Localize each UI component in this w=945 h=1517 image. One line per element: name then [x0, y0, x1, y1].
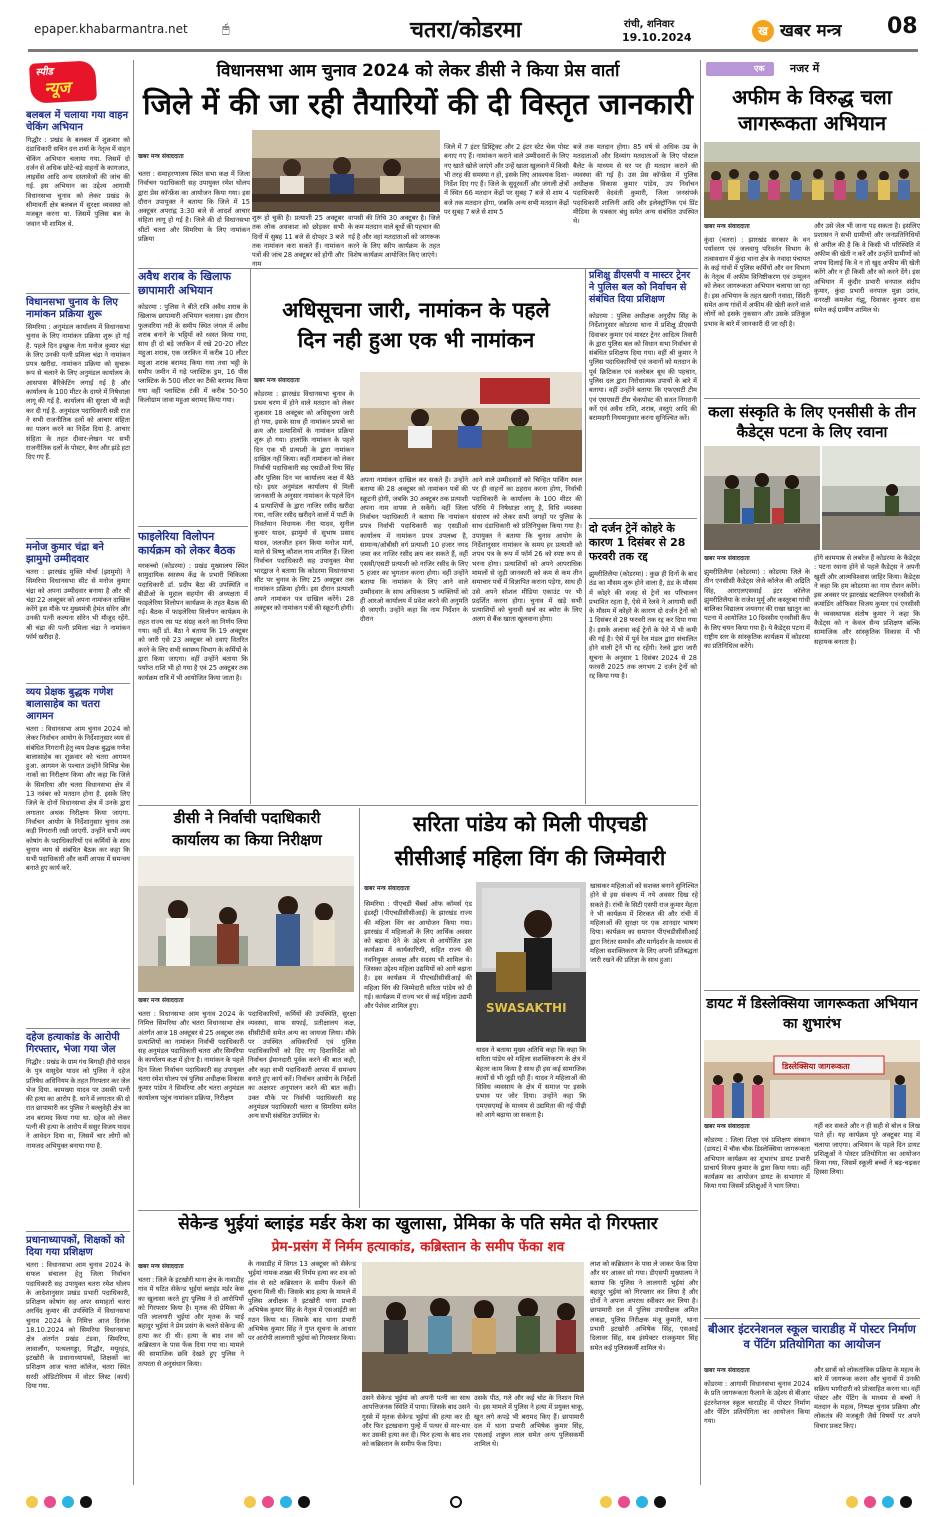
murder-col1: चतरा : जिले के इटखोरी थाना क्षेत्र के नावाडीह गांव में घटित सेकेन्ड भुईयां ब्लाइंड मर्डर केस का खुलासा करते हुए पुलिस ने दो आरोपियों को गिरफ्तार किया है। मृतक की प्रेमिका के पति लालगारी भुईयां और मृतक के भाई बहादुर भुईयां ने प्रेम प्रसंग के चलते सेकेन्ड की हत्या कर दी थी। हत्या के बाद शव को कब्रिस्तान के पास फेंक दिया गया था। मामले की सामाजिक छवि देखते हुए पुलिस ने तत्परता से अनुसंधान किया। — [138, 1276, 244, 1368]
page-footer — [0, 1488, 945, 1517]
dyslexia-byline: खबर मन्त्र संवाददाता — [704, 1123, 750, 1130]
bija-headline: बीआर इंटरनेशनल स्कूल चाराडीह में पोस्टर निर्माण व पेंटिंग प्रतियोगिता का आयोजन — [708, 1322, 916, 1351]
divider — [138, 1210, 698, 1211]
page-header — [0, 0, 945, 60]
phd-col1: सिमरिया : पीएचडी चैंबर्स ऑफ कॉमर्स एंड इंडस्ट्री (पीएचडीसीसीआई) के झारखंड राज्य की महिला विंग का आयोजन किया गया। झारखंड में महिलाओं के लिए आर्थिक अवसर को बढ़ावा देने के उद्देश्य से आयोजित इस कार्यक्रम में कार्यकारिणी, सहित राज्य की नवनियुक्त अध्यक्ष और सदस्य भी शामिल थे। जिसका उद्देश्य महिला उद्यमियों को आगे बढ़ाना है। इस कार्यक्रम में पीएचडीसीसीआई की महिला विंग की जिम्मेदारी सरिता पांडेय को दी गई। कार्यक्रम में राज्य भर से कई महिला उद्यमी और पेशेवर शामिल हुए। — [364, 900, 472, 1011]
notification-col1: कोडरमा : झारखंड विधानसभा चुनाव के प्रथम चरण में होने वाले मतदान को लेकर शुक्रवार 18 अक्टूबर को अधिसूचना जारी हो गया, इसके साथ ही नामांकन प्रपत्रों का क्रय और प्रत्याशियों के नामांकन प्रक्रिया शुरू हो गया। हालांकि नामांकन के पहले दिन एक भी प्रत्याशी के द्वारा नामांकन दाखिल नहीं किया। कहीं नामांकन को लेकर निर्वाची पदाधिकारी सह एसडीओ रिया सिंह और पुलिस दिन भर कार्यालय कक्ष में बैठे रहे। इधर अनुमंडल कार्यालय से मिली जानकारी के अनुसार नामांकन के पहले दिन 4 प्रत्याशियों के द्वारा नाजिर रसीद खरीदा गया, नाजिर रसीद खरीदने वालों में पार्टी के निवर्तमान विधायक नीरा यादव, सुनील कुमार यादव, झामुमो से सुभाष प्रसाद यादव, जलजीत हवन किया मनोज मार्ग, माले से विष्णु कौशल नाम शामिल हैं। जिला निर्वाचन पदाधिकारी सह उपायुक्त मेघा भारद्वाज ने बताया कि कोडरमा विधानसभा सीट पर चुनाव के लिए 25 अक्टूबर तक नामांकन प्रक्रिया होगी। इस दौरान प्रत्याशी अपने नामांकन पत्र दाखिल करेंगे। 28 अक्टूबर को नामांकन पत्रों की स्क्रूटनी होगी। — [254, 390, 354, 612]
speed-news-column — [26, 110, 130, 1485]
lead-kicker: विधानसभा आम चुनाव 2024 को लेकर डीसी ने किया प्रेस वार्ता — [216, 61, 620, 81]
page-number: 08 — [887, 14, 918, 39]
speed-item-body: गिद्धौर : प्रखंड के ग्राम गंध बिगाही हीरो यादव के पुत्र वासुदेव यादव को पुलिस ने दहेज प्रतिषेध अधिनियम के तहत गिरफ्तार कर जेल भेज दिया. कामख्या यादव पर उसकी पत्नी की हत्या का आरोप है. थाने में लगातार की दो रात छापामारी कर पुलिस ने बल्लुवेही क्षेत्र का शव बरामद किया गया था. दहेज को लेकर पत्नी की हत्या के आरोप में ससुर विजय यादव ने आवेदन दिया था, जिसमें चार लोगों को नामजद अभियुक्त बनाया गया है. — [26, 1058, 130, 1150]
murder-press-photo — [362, 1262, 584, 1392]
registration-dot — [280, 1496, 292, 1508]
registration-dot — [654, 1496, 666, 1508]
speed-item-title: मनोज कुमार चंद्रा बने झामुमो उम्मीदवार — [26, 542, 104, 565]
tag-ek: एक — [754, 64, 765, 73]
opium-headline: अफीम के विरुद्ध चला जागरूकता अभियान — [732, 85, 892, 135]
dc-col1: चतरा : विधानसभा आम चुनाव 2024 के निमित्त सिमरिया और चतरा विधानसभा क्षेत्र अंतर्गत आज 18 अक्टूबर से 25 अक्टूबर तक प्रत्याशियों का नामांकन निर्वाची पदाधिकारी सह अनुमंडल पदाधिकारी चतरा और सिमरिया के कार्यालय कक्ष में होना है। नामांकन के पहले दिन जिला निर्वाचन पदाधिकारी सह उपायुक्त चतरा रमेश घोलप एवं पुलिस अधीक्षक विकास कुमार पांडेय ने सिमरिया और चतरा अनुमंडल कार्यालय पहुंच नामांकन प्रक्रिया, निरीक्षण — [138, 1010, 244, 1102]
divider — [704, 398, 920, 399]
liquor-body: कोडरमा : पुलिस ने बीते रात्रि अवैध शराब के खिलाफ छापामारी अभियान चलाया। इस दौरान फुलवरिया नदी के समीप स्थित जंगल में अवैध शराब बनाने के भट्ठियों को ध्वस्त किया गया, साथ ही दो बड़े जरकिन में रखे 20-20 लीटर महुआ शराब, एक जरकिन में करीब 10 लीटर महुआ शराब बरामद किया गया तथा भट्ठी के समीप जमीन में गढ़े प्लास्टिक ड्रम, 16 पीस प्लास्टिक के 500 लीटर का टैंकी बरामद किया गया वहीं प्लास्टिक टंकी में करीब 50-50 किलोग्राम जावा महुआ बरामद किया गया। — [138, 303, 248, 404]
registration-dot — [618, 1496, 630, 1508]
registration-dot — [244, 1496, 256, 1508]
ek-nazar-tag — [706, 62, 774, 76]
column-divider — [250, 268, 251, 804]
ncc-cadets-photo — [704, 446, 820, 550]
edition-city: रांची, शनिवार — [624, 19, 675, 30]
speed-item — [26, 687, 130, 1025]
speed-item-body: चतरा : विधानसभा आम चुनाव 2024 के सफल संचालन हेतु जिला निर्वाचन पदाधिकारी सह उपायुक्त चतरा रमेश घोलप के आदेशानुसार प्रखंड प्रभारी पदाधिकारी, प्रशिक्षण कोषांग सह अपर समाहर्ता चतरा अरविंद कुमार की उपस्थिति में विधानसभा चुनाव 2024 के निमित्त आज दिनांक 18.10.2024 को सिमरिया विधानसभा क्षेत्र अंतर्गत प्रखंड टंडवा, सिमरिया, लावालौंग, पत्थलगड्डा, गिद्धौर, मयूरहंड, इटखोरी के प्रधानाध्यापकों, शिक्षकों का प्रशिक्षण आज चतरा कॉलेज, चतरा स्थित सरदी ऑडिटोरियम में वोटर लिस्ट (कार्य) दिया गया. — [26, 1261, 130, 1390]
registration-dot — [44, 1496, 56, 1508]
divider — [26, 1231, 130, 1232]
ncc-col1: झुमरीतिलैया (कोडरमा) : कोडरमा जिले के तीन एनसीसी कैडेट्स जेजे कॉलेज की अद्रिति सिंह, आरएलएसवाई इंटर कॉलेज झुमरीतिलैया के राजेश मुर्मू और कस्तूरबा गांधी बालिका विद्यालय जयनगर की राखा खातून का पटना में आयोजित 10 दिवसीय एनसीसी कैंप के लिए चयन किया गया है। ये कैडेट्स पटना में राष्ट्रीय स्तर के सांस्कृतिक कार्यक्रम में कोडरमा का प्रतिनिधित्व करेंगे। — [704, 568, 810, 651]
column-divider — [700, 60, 701, 1485]
speed-item-title: विधानसभा चुनाव के लिए नामांकन प्रक्रिया शुरू — [26, 297, 118, 320]
edition-date: 19.10.2024 — [622, 31, 692, 44]
divider — [138, 268, 698, 269]
divider — [26, 683, 130, 684]
registration-dot — [600, 1496, 612, 1508]
ncc-col2: होंगे कामयाब से लबरेज हैं कोडरमा के कैडेट्स : पटना रवाना होने से पहले कैडेट्स ने अपनी खुशी और आत्मविश्वास जाहिर किया। कैडेट्स ने कहा कि हम कोडरमा का नाम रोशन करेंगे। इस अवसर पर झारखंड बटालियन एनसीसी के कमांडिंग ऑफिसर विजय कुमार एवं एनसीसी के व्यवस्थापक संतोष कुमार ने कहा कि कैडेट्स को न केवल सैन्य प्रशिक्षण बल्कि सामाजिक और सांस्कृतिक विकास में भी सहायक बनाता है। — [814, 554, 920, 646]
speed-item-title: दहेज हत्याकांड के आरोपी गिरफ्तार, भेजा गया जेल — [26, 1032, 120, 1055]
speed-news-logo-line2: न्यूज — [43, 77, 71, 98]
column-divider — [359, 808, 360, 1208]
lead-col3: वापसी की तिथि 30 अक्टूबर है। जिले के कम मतदान वाले बूथों की पहचान की गई है और वहां मतदाताओं को जागरूक करने के लिए स्वीप कार्यक्रम के तहत विशेष कार्यक्रम आयोजित किए जाएंगे। — [348, 214, 440, 260]
press-conference-photo — [252, 130, 440, 212]
notification-byline: खबर मन्त्र संवाददाता — [254, 377, 300, 384]
registration-dot — [26, 1496, 38, 1508]
brand-logo-icon: ख — [752, 20, 774, 42]
site-url[interactable]: epaper.khabarmantra.net — [34, 22, 188, 36]
dc-byline: खबर मन्त्र संवाददाता — [138, 997, 184, 1004]
dc-col2: पदाधिकारियों, कर्मियों की उपस्थिति, सुरक्षा व्यवस्था, साफ सफाई, प्रतीक्षालय कक्ष, सीसीटीवी समेत अन्य का जायजा लिया। मौके पर उपस्थित अधिकारियों एवं पुलिस पदाधिकारियों को दिए गए दिशानिर्देश को निर्वाचन ईमानदारी पूर्वक करने की बात कही, और कहा सभी पदाधिकारी आपस में समन्वय बनाते हुए कार्य करें। निर्वाचन आयोग के निर्देशों का अक्षरशः अनुपालन करने की बात कही। उक्त मौके पर निर्वाची पदाधिकारी सह अनुमंडल पदाधिकारी चतरा व सिमरिया समेत अन्य सभी संबंधित उपस्थित थे। — [248, 1010, 356, 1121]
registration-dot — [298, 1496, 310, 1508]
lead-byline: खबर मन्त्र संवाददाता — [138, 153, 184, 160]
divider — [26, 538, 130, 539]
swasakthi-banner-text: SWASAKTHI — [486, 1001, 567, 1015]
notification-headline-line1: अधिसूचना जारी, नामांकन के पहले — [282, 298, 550, 322]
speed-news-logo-line1: स्पीड — [35, 66, 54, 79]
column-divider — [133, 60, 134, 1485]
divider — [26, 293, 130, 294]
phd-col3: खासकर महिलाओं को सशक्त बनाने सुनिश्चित होने से इस संकल्प में नये अवसर दिख रहे सकते हैं। रांची के सिटी एसपी राज कुमार मेहता ने भी कार्यक्रम में शिरकत की और रांची में महिलाओं की सुरक्षा पर एक शानदार भाषण दिया। कार्यक्रम का समापन पीएचडीसीसीआई द्वारा निरंतर समर्थन और मार्गदर्शन के माध्यम से महिला सशक्तिकरण के लिए अपनी प्रतिबद्धता जारी रखने की प्रतिज्ञा के साथ हुआ। — [590, 882, 698, 965]
dyslexia-col1: कोडरमा : जिला शिक्षा एवं प्रशिक्षण संस्थान (डायट) में चौक चौक डिस्लेक्सिया जागरूकता अभियान कार्यक्रम का शुभारंभ डायट प्रभारी प्राचार्य विजय कुमार के द्वारा किया गया। वहीं कार्यक्रम का आयोजन डायट के सभागार में किया गया जिसमें प्रशिक्षुओं ने भाग लिया। — [704, 1136, 810, 1191]
dyslexia-headline: डायट में डिस्लेक्सिया जागरूकता अभियान का शुभारंभ — [706, 996, 918, 1032]
murder-col4: उसके पीठ, गले और कई चोट के निशान मिले थे। इस मामले में पुलिस ने हत्या में प्रयुक्त चाकू, खून लगे कपड़े भी बरामद किए हैं। छापामारी दल में थाना प्रभारी अभिषेक कुमार सिंह, एसआई शत्रुघ्न लाल समेत अन्य पुलिसकर्मी शामिल थे। — [474, 1394, 584, 1449]
registration-dot — [636, 1496, 648, 1508]
phd-headline-line2: सीसीआई महिला विंग की जिम्मेवारी — [394, 846, 666, 870]
registration-dot — [900, 1496, 912, 1508]
murder-col3: उसने सेकेन्ड भुईयां को अपनी पत्नी का साथ आपत्तिजनक स्थिति में पाया। जिसके बाद उसने गुस्से में मृतक सेकेन्ड भुईयां की हत्या कर दी और फिर इटखवाना पुल्हे में पत्थर से मार-मार कर उसकी हत्या कर दी। फिर हत्या के बाद शव को कब्रिस्तान के समीप फेंक दिया। — [362, 1394, 471, 1449]
filariasis-body: मरकच्चो (कोडरमा) : प्रखंड मुख्यालय स्थित सामुदायिक स्वास्थ्य केंद्र के प्रभारी चिकित्सा पदाधिकारी डॉ. प्रदीप बैठा की उपस्थिति व बीडीओ के मुहाल सहयोग की अध्यक्षता में फाइलेरिया विलोपन कार्यक्रम के तहत बैठक की गई। बैठक में फाइलेरिया विलोपन कार्यक्रम के तहत राज्य रस पट संग्रह करने का निर्णय लिया गया। वहीं डॉ. बैठा ने बताया कि 19 अक्टूबर को जारी एसे 23 अक्टूबर को दवाएं वितरित करने के लिए सभी स्वास्थ्य विभाग के कर्मियों के द्वारा किया जाएगा। वहीं उन्होंने बताया कि पर्याप्त राशि भी हो गया है एवं 25 अक्टूबर तक कार्यक्रम रात्रि में भी आयोजित किया जाता है। — [138, 562, 248, 682]
divider — [704, 1318, 920, 1319]
murder-col2: के नावाडीह में विगत 13 अक्टूबर को सेकेन्ड भुईयां नामक शख्स की निर्मम हत्या कर शव को गांव से सटे कब्रिस्तान के समीप फेंकने की सूचना मिली थी। जिसके बाद हत्या के मामले में पुलिस अधीक्षक ने इटखोरी थाना प्रभारी अभिषेक कुमार सिंह के नेतृत्व में एसआईटी का गठन किया था। जिसके बाद थाना प्रभारी अभिषेक कुमार सिंह ने गुप्त सूचना के आधार पर आरोपी लालगारी भुईयां को गिरफ्तार किया। — [248, 1260, 356, 1343]
speed-item — [26, 1235, 130, 1495]
notification-col2: अपना नामांकन दाखिल कर सकते हैं। उन्होंने बताया की 28 अक्टूबर को नामांकन पत्रों की स्क्रूटनी होगी, जबकि 30 अक्टूबर तक प्रत्याशी अपना नाम वापस ले सकेंगे। वहीं जिला निर्वाचन पदाधिकारी ने बताया कि नामांकन प्रपत्र निर्वाची पदाधिकारी सह एसडीओ कार्यालय में नामांकन प्रपत्र उपलब्ध है, सामान्य/ओबीसी वर्ग प्रत्याशी 10 हजार नगद जमा कर नाजिर रसीद क्रय कर सकते हैं, वहीं एससी/एसटी प्रत्याशी को नाजिर रसीद के लिए 5 हजार का भुगतान करना होगा। वहीं उन्होंने बताया कि नामांकन के लिए आने वाले उम्मीदवार के साथ अधिकतम 5 व्यक्तियों को ही आरओ कार्यालय में प्रवेश करने की अनुमति दी जाएगी। उन्होंने कहा कि नाम निर्देशन के दौरान — [360, 476, 468, 624]
speed-item-title: बलबल में चलाया गया वाहन चेकिंग अभियान — [26, 110, 129, 133]
registration-dot — [262, 1496, 274, 1508]
liquor-headline: अवैध शराब के खिलाफ छापामारी अभियान — [138, 270, 231, 297]
trainer-body: कोडरमा : पुलिस अधीक्षक अनुदीप सिंह के निर्देशानुसार कोडरमा थाना में प्रशिक्षु डीएसपी दिवाकर कुमार एवं मास्टर ट्रेनर आदित्य तिवारी के द्वारा पुलिस बल को विधान सभा निर्वाचन से संबंधित प्रशिक्षण दिया गया। वहीं श्री कुमार ने पुलिस पदाधिकारियों एवं जवानों को मतदान के पूर्व क्रिटिकल एवं वलरेबल बूथ की पहचान, पुलिस दल द्वारा निरोधात्मक उपायों के बारे में बताया। वहीं उन्होंने बताया कि एफएसटी टीम एवं एसएसटी टीम चेकपोस्ट की सतत निगरानी करें एवं अवैध राशि, शराब, वस्तुएं आदि की बरामदगी नियमानुसार करना सुनिश्चित करें। — [589, 312, 697, 423]
tag-nazar: नजर में — [790, 62, 820, 75]
railway-platform-photo — [822, 446, 920, 550]
nomination-office-photo — [360, 372, 582, 472]
opium-col2: और उसे जेल भी जाना पड़ सकता है। इसलिए प्रशासन ने सभी ग्रामीणों और जनप्रतिनिधियों से अपील की है कि वे किसी भी परिस्थिति में अफीम की खेती न करें और उन्होंने ग्रामीणों को शपथ दिलाई कि वे न तो खुद अफीम की खेती करेंगे और न ही किसी और को करने देंगे। इस अभियान में कुंदीर प्रभारी वनपाल संदीप कुमार, कुंदा प्रभारी वनपाल मुन्ना उरांव, वनरक्षी कमलेश गंझू, दिवाकर कुमार दास समेत कई ग्रामीण शामिल थे। — [814, 222, 920, 314]
speed-item — [26, 297, 130, 535]
crosshair-mark-icon — [450, 1496, 462, 1508]
dyslexia-poster-text: डिस्लेक्सिया जागरूकता — [782, 1062, 850, 1071]
trains-body: झुमरीतिलैया (कोडरमा) : कुछ ही दिनों के बाद ठंड का मौसम शुरू होने वाला है, ठंड के मौसम में कोहरे की वजह से ट्रेनों का परिचालन प्रभावित रहता है, ऐसे में रेलवे ने आगामी सर्दी के मौसम में कोहरे के कारण दो दर्जन ट्रेनों को 1 दिसंबर से 28 फरवरी तक रद्द कर दिया गया है। इसके अलावा कई ट्रेनों के फेरे में भी कमी की गई है। ऐसे में पूर्व रेल मंडल द्वारा संचालित होने वाली ट्रेनें भी रद्द रहेंगी। रेलवे द्वारा जारी सूचना के अनुसार 1 दिसंबर 2024 से 28 फरवरी 2025 तक लगभग 2 दर्जन ट्रेनों को रद्द किया गया है। — [589, 570, 697, 681]
column-divider — [585, 268, 586, 804]
brand-name: खबर मन्त्र — [780, 21, 842, 41]
murder-byline: खबर मन्त्र संवाददाता — [138, 1263, 184, 1270]
dyslexia-col2: नहीं कर सकते और न ही सही से बोल व लिख पाते हों। यह कार्यक्रम पूरे अक्टूबर माह में चलाया जाएगा। अभियान के पहले दिन डायट प्रशिक्षुओं ने पोस्टर प्रतियोगिता का आयोजन किया गया, जिसमें स्कूली बच्चों ने बढ़-चढ़कर हिस्सा लिया। — [814, 1122, 920, 1177]
trains-headline: दो दर्जन ट्रेनें कोहरे के कारण 1 दिसंबर से 28 फरवरी तक रद्द — [589, 522, 686, 563]
dc-headline-line1: डीसी ने निर्वाची पदाधिकारी — [173, 809, 321, 827]
phd-byline: खबर मन्त्र संवाददाता — [364, 885, 410, 892]
registration-dot — [62, 1496, 74, 1508]
notification-col3: आने वाले उम्मीदवारों को चिन्हित पार्किंग स्थल पर ही वाहनों का ठहराव करना होगा, निर्वाची पदाधिकारी के कार्यालय के 100 मीटर की परिधि में निषेधाज्ञा लागू है, विधि व्यवस्था संधारण को लेकर सभी जगहों पर पुलिस के साथ दंडाधिकारी को प्रतिनियुक्त किया गया है। उपायुक्त ने बताया कि चुनाव आयोग के निर्देशानुसार नामांकन के समय हर प्रत्याशी को शपथ पत्र के रूप में फॉर्म 26 को स्पष्ट रूप से भरना होगा। प्रत्याशियों को अपने आपराधिक मामलों से जुड़ी जानकारी को कम से कम तीन समाचार पत्रों में विज्ञापित कराना पड़ेगा, साथ ही उसे अपने सोशल मीडिया एकाउंट पर भी प्रदर्शित करना होगा। चुनाव में खड़े सभी प्रत्याशियों को चुनावी खर्च का ब्योरा के लिए अलग से बैंक खाता खुलवाना होगा। — [472, 476, 582, 624]
bija-col1: कोडरमा : आगामी विधानसभा चुनाव 2024 के प्रति जागरूकता फैलाने के उद्देश्य से बीआर इंटरनेशनल स्कूल चाराडीह में पोस्टर निर्माण और पेंटिंग प्रतियोगिता का आयोजन किया गया। — [704, 1380, 810, 1426]
trainer-headline: प्रशिक्षु डीएसपी व मास्टर ट्रेनर ने पुलिस बल को निर्वाचन से संबंधित दिया प्रशिक्षण — [589, 270, 691, 305]
lead-headline: जिले में की जा रही तैयारियों की दी विस्तृत जानकारी — [143, 87, 693, 121]
registration-dot — [846, 1496, 858, 1508]
speed-item — [26, 1032, 130, 1228]
speed-item-body: गिद्धौर : प्रखंड के बलबल में शुक्रवार को दंडाधिकारी सचिन दत्त शर्मा के नेतृत्व में वाहन चेकिंग अभियान चलाया गया. जिसमें दो दर्जन से अधिक छोटे-बड़े वाहनों के कागजात, लाइसेंस आदि अन्य दस्तावेजों की जांच की गई. इस अभियान का उद्देश्य आगामी विधानसभा चुनाव को लेकर प्रखंड के सीमावर्ती क्षेत्र बलबल में सुरक्षा व्यवस्था को मजबूत करना था. जिसमें पुलिस बल के जवान भी शामिल थे. — [26, 136, 130, 228]
divider — [26, 1028, 130, 1029]
notification-headline-line2: दिन नही हुआ एक भी नामांकन — [297, 328, 535, 352]
opium-byline: खबर मन्त्र संवाददाता — [704, 223, 750, 230]
lead-col4: जिले में 7 इंटर डिस्ट्रिक्ट और 2 इंटर स्टेट चेक पोस्ट बनाए गए हैं। नामांकन कराने वाले उम्मीदवारों के लिए नए खाते खोले जाएंगे और उन्हें खाता खुलवाने में किसी भी तरह की समस्या न हो, इसके लिए आवश्यक दिशा-निर्देश दिए गए हैं। जिले के सुदूरवर्ती और जंगली क्षेत्रों में स्थित 66 मतदान केंद्रों पर सुबह 7 बजे से शाम 4 बजे तक मतदान होगा, जबकि अन्य सभी मतदान केंद्रों पर सुबह 7 बजे से शाम 5 — [444, 143, 569, 217]
speed-item-title: प्रधानाध्यापकों, शिक्षकों को दिया गया प्रशिक्षण — [26, 1235, 125, 1258]
header-rule — [28, 49, 918, 52]
opium-campaign-photo — [704, 142, 920, 218]
filariasis-headline: फाइलेरिया विलोपन कार्यक्रम को लेकर बैठक — [138, 530, 236, 557]
murder-subhead: प्रेम-प्रसंग में निर्मम हत्याकांड, कब्रिस्तान के समीप फेंका शव — [271, 1239, 565, 1255]
opium-col1: कुंदा (चतरा) : झारखंड सरकार के वन पर्यावरण एवं जलवायु परिवर्तन विभाग के तत्वावधान में कुंदा थाना क्षेत्र के नवादा पंचायत के कई गांवों में पुलिस कर्मियों और वन विभाग के नेतृत्व में अफीम विनिष्टीकरण एवं उन्मूलन को लेकर जागरूकता अभियान चलाया जा रहा है। इस अभियान के तहत खरनी नवादा, सिंदरी समेत अन्य गांवों में अफीम की खेती करने वाले लोगों को इसके नुकसान और उसके प्रतिकूल प्रभाव के बारे में जानकारी दी जा रही है। — [704, 236, 810, 328]
lead-col2: शुरू हो चुकी है। प्रत्याशी 25 अक्टूबर तक लोक अवकाश को छोड़कर सभी दिनों में सुबह 11 बजे से दोपहर 3 बजे तक नामांकन करा सकते हैं। नामांकन पत्रों की जांच 28 अक्टूबर को होगी और नाम — [252, 214, 344, 269]
murder-headline: सेकेन्ड भुईयां ब्लाइंड मर्डर केश का खुलासा, प्रेमिका के पति समेत दो गिरफ्तार — [178, 1214, 658, 1234]
speed-item-body: चतरा : झारखंड मुक्ति मोर्चा (झामुमो) ने सिमरिया विधानसभा सीट से मनोज कुमार चंद्रा को अपना उम्मीदवार बनाया है और श्री चंद्रा 22 अक्टूबर को अपना नामांकन दाखिल करेंगे इस मौके पर मुख्यमंत्री हेमंत सोरेन और उनकी पत्नी कल्पना सोरेन भी मौजूद रहेंगे. श्री चंद्रा की पत्नी प्रमिला चंद्रा ने नामांकन फॉर्म खरीदा है. — [26, 568, 130, 642]
registration-dot — [882, 1496, 894, 1508]
divider — [589, 518, 697, 519]
lead-col5: बजे तक मतदान होगा। 85 वर्ष से अधिक उम्र के मतदाताओं और दिव्यांग मतदाताओं के लिए पोस्टल बैलेट के माध्यम से घर पर ही मतदान कराने की व्यवस्था की गई है। उस प्रेस कॉन्फ्रेंस में पुलिस अधीक्षक विकास कुमार पांडेय, उप निर्वाचन पदाधिकारी वेदवंती कुमारी, जिला जनसंपर्क पदाधिकारी शालिनी आदि और इलेक्ट्रॉनिक एवं प्रिंट मीडिया के पत्रकार बंधु समेत अन्य संबंधित उपस्थित थे। — [573, 143, 698, 226]
registration-dot — [864, 1496, 876, 1508]
dyslexia-campaign-photo — [704, 1040, 920, 1118]
dc-headline-line2: कार्यालय का किया निरीक्षण — [172, 831, 322, 849]
speed-item — [26, 542, 130, 680]
sarita-pandey-photo — [476, 882, 586, 1042]
cursor-icon: 🖰 — [222, 22, 230, 37]
speed-item-body: सिमरिया : अनुमंडल कार्यालय में विधानसभा चुनाव के लिए नामांकन प्रक्रिया शुरू हो गई है. पहले दिन इच्छुक नेता मनोज कुमार चंद्रा के लिए उनकी पत्नी प्रमिला चंद्रा ने नामांकन प्रपत्र खरीदा. नामांकन प्रक्रिया को सुचारू रूप से चलाने के लिए अनुमंडल कार्यालय के आसपास बैरिकेटिंग लगाई गई है और कार्यालय के 100 मीटर के दायरे में निषेधाज्ञा लागू की गई है. कार्यालय की सुरक्षा भी कड़ी कर दी गई है. अनुमंडल पदाधिकारी सन्नी राज ने सभी राजनीतिक दलों को आचार संहिता का पालन करने का निर्देश दिया है. आचार संहिता के तहत दीवार-लेखन पर सभी राजनीतिक दलों के पोस्टर, बैनर और झंडे हटा दिए गए हैं. — [26, 323, 130, 462]
bija-byline: खबर मन्त्र संवाददाता — [704, 1367, 750, 1374]
divider — [704, 990, 920, 991]
phd-col2: यादव ने बताया मुख्य अतिथि कहा कि कहा कि सरिता पांडेय को महिला सशक्तिकरण के क्षेत्र में बेहतर काम किया है साथ ही इस कई सामाजिक कार्यों से भी जुड़ी रही हैं। यादव ने महिलाओं की विविध व्यवसाय के क्षेत्र में समाज पर इसके प्रभाव पर जोर दिया। उन्होंने कहा कि एमएसएमई के माध्यम से उद्यमिता की नई पीढ़ी को आगे बढ़ाया जा सकता है। — [476, 1046, 586, 1120]
lead-col1: चतरा : समाहरणालय स्थित सभा कक्ष में जिला निर्वाचन पदाधिकारी सह उपायुक्त रमेश घोलप द्वारा प्रेस कॉन्फ्रेंस का आयोजन किया गया। इस दौरान उपायुक्त ने बताया कि जिले में 15 अक्टूबर अपराह्न 3:30 बजे से आदर्श आचार संहिता लागू हो गई है। जिले की दो विधानसभा सीटों चतरा और सिमरिया के लिए नामांकन प्रक्रिया — [138, 170, 250, 244]
dc-inspection-photo — [138, 856, 354, 992]
divider — [138, 805, 698, 806]
speed-news-logo — [29, 60, 97, 103]
speed-item-body: चतरा : विधानसभा आम चुनाव 2024 को लेकर निर्वाचन आयोग के निर्देशानुसार व्यय से संबंधित निगरानी हेतु व्यय प्रेक्षक बुद्धक गणेश बालासाहेब का शुक्रवार को चतरा आगमन हुआ. आगमन के पश्चात उन्होंने विभिन्न चेक नाकों का निरीक्षण किया और कहा कि जिले के सिमरिया और चतरा विधानसभा क्षेत्र में 13 नवंबर को मतदान होना है. इसके लिए जिले के दोनों विधानसभा क्षेत्र में उनके द्वारा लगातार अथक निरीक्षण किया जाएगा. निर्वाचन आयोग के निर्देशानुसार चुनाव तक कड़ी निगरानी रखी जाएगी. उन्होंने सभी व्यय कोषांग के पदाधिकारियों एवं कर्मियों के साथ चुनाव व्यय से संबंधित बैठक कर कहा कि सभी पदाधिकारी और कर्मी आपस में समन्वय बनाते हुए कार्य करें. — [26, 725, 130, 873]
murder-col5: लाश को कब्रिस्तान के पास ले जाकर फेंक दिया और घर आकर सो गया। डीएसपी मुख्यालय ने बताया कि पुलिस ने लालगारी भुईयां और बहादुर भुईयां को गिरफ्तार कर लिया है और दोनों ने अपना अपराध स्वीकार कर लिया है। छापामारी दल में पुलिस उपाधीक्षक अमित लकड़ा, पुलिस निरीक्षक मंजू कुमारी, थाना प्रभारी इटखोरी अभिषेक सिंह, एसआई दिलावर सिंह, सब इंस्पेक्टर राजकुमार सिंह समेत कई पुलिसकर्मी शामिल थे। — [590, 1260, 698, 1352]
section-title: चतरा/कोडरमा — [410, 17, 522, 43]
speed-item-title: व्यय प्रेक्षक बुद्धक गणेश बालासाहेब का चतरा आगमन — [26, 687, 114, 722]
phd-headline-line1: सरिता पांडेय को मिली पीएचडी — [413, 812, 647, 836]
bija-col2: और छात्रों को लोकतांत्रिक प्रक्रिया के महत्व के बारे में जागरूक करना और चुनावों में उनकी सक्रिय भागीदारी को प्रोत्साहित करना था। वहीं पोस्टर और पेंटिंग के माध्यम से बच्चों ने मतदान के महत्व, निष्पक्ष चुनाव प्रक्रिया और लोकतंत्र की मजबूती जैसे विषयों पर अपने विचार प्रकट किए। — [814, 1366, 920, 1430]
registration-dot — [80, 1496, 92, 1508]
ncc-byline: खबर मन्त्र संवाददाता — [704, 555, 750, 562]
divider — [138, 526, 248, 527]
speed-item — [26, 110, 130, 290]
ncc-headline: कला संस्कृति के लिए एनसीसी के तीन कैडेट्स पटना के लिए रवाना — [708, 403, 916, 441]
